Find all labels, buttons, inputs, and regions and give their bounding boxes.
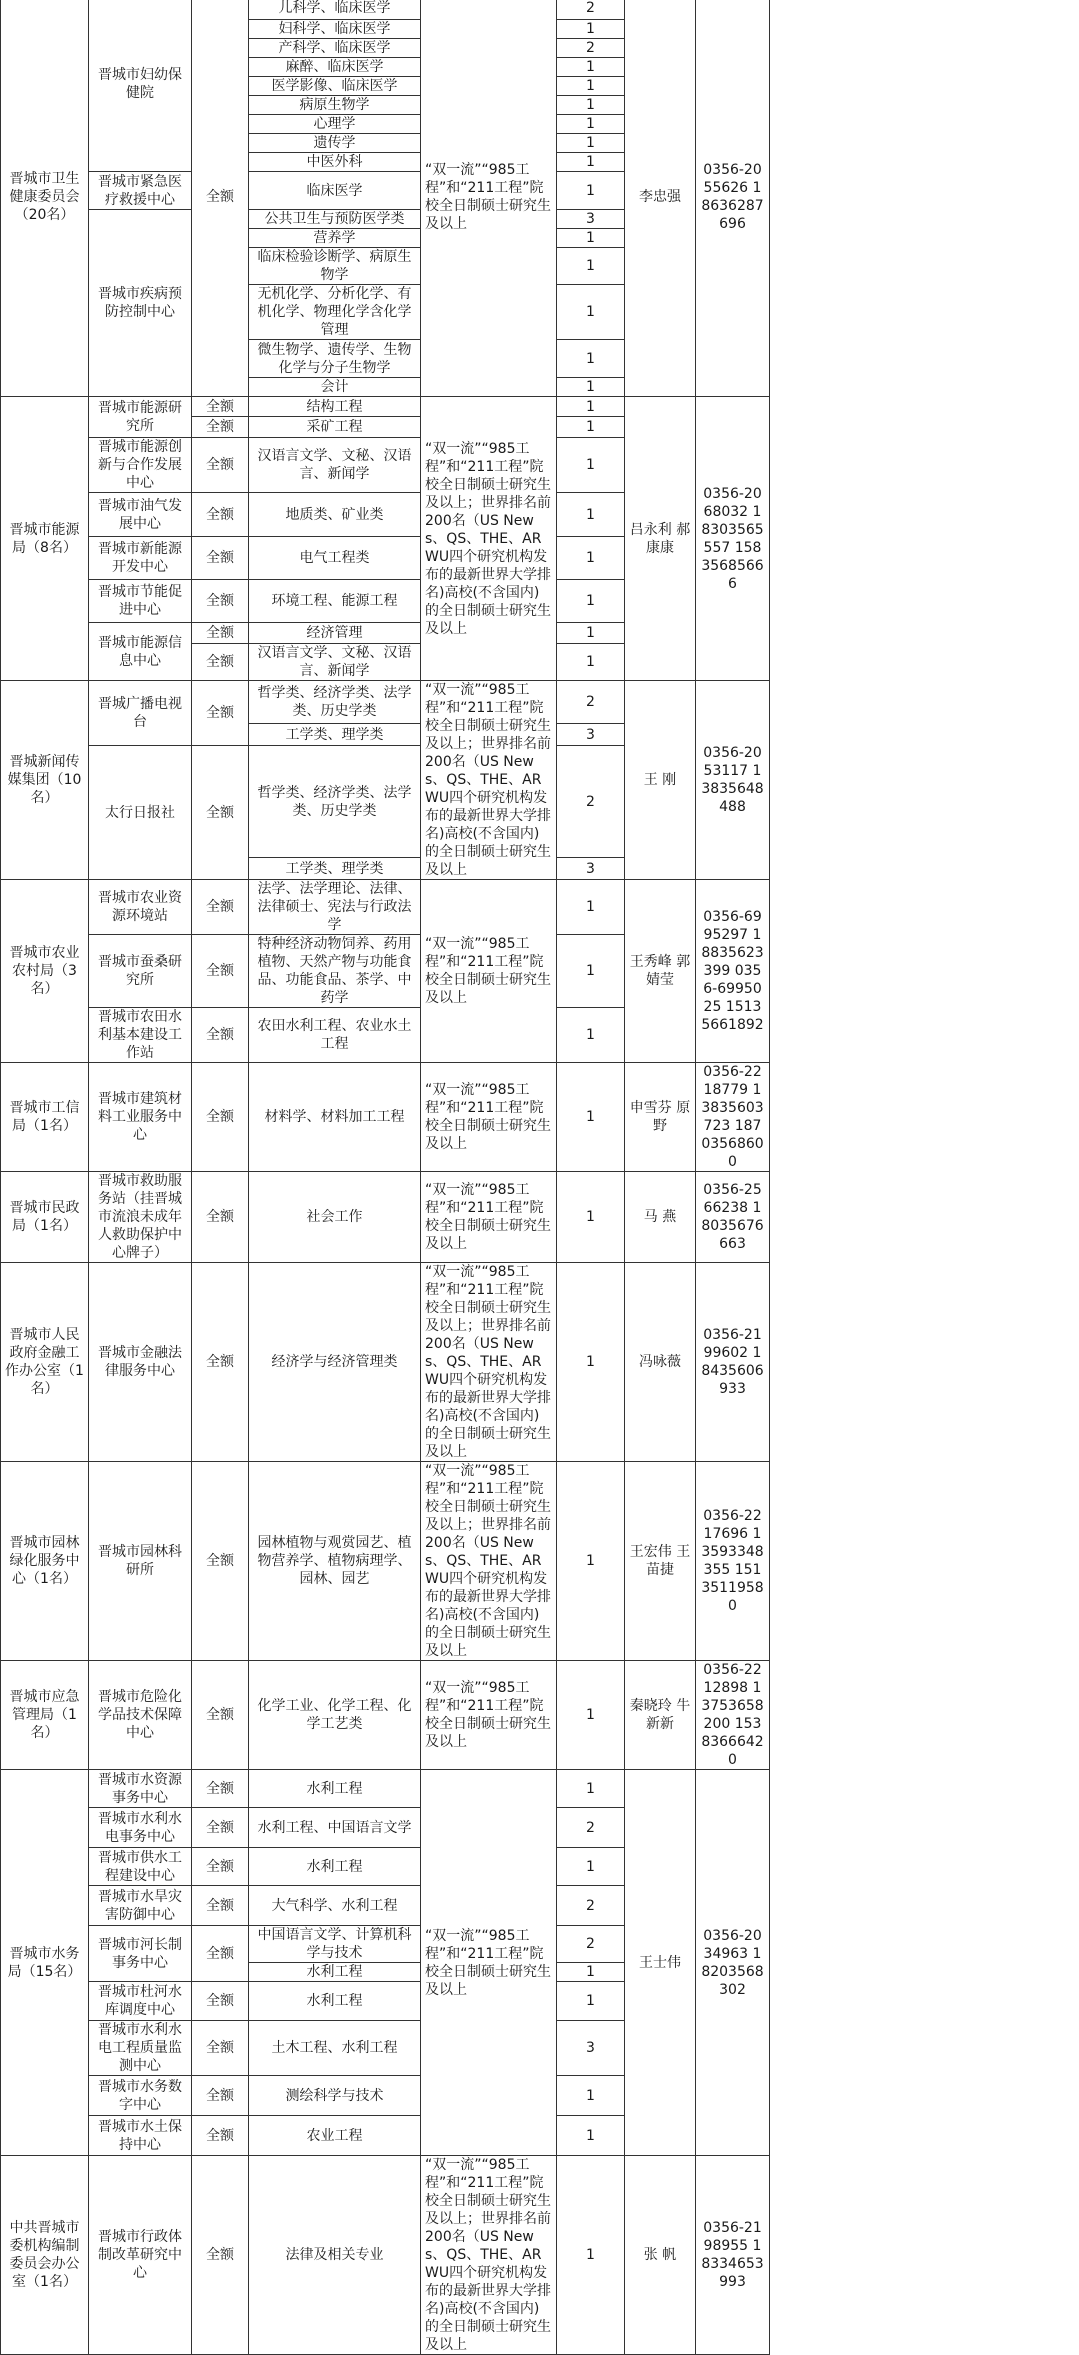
- count-cell: 1: [557, 153, 625, 172]
- count-cell: 3: [557, 858, 625, 880]
- unit-cell: 晋城市能源创新与合作发展中心: [89, 438, 192, 493]
- major-cell: 哲学类、经济学类、法学类、历史学类: [249, 746, 421, 858]
- positions-table-body: [1, 0, 770, 2355]
- table-row: [1, 2156, 770, 2355]
- count-cell: 1: [557, 1848, 625, 1886]
- count-cell: 2: [557, 1886, 625, 1926]
- major-cell: 农业工程: [249, 2116, 421, 2156]
- requirement-cell: “双一流”“985工程”和“211工程”院校全日制硕士研究生及以上: [421, 1172, 557, 1263]
- major-cell: 遗传学: [249, 134, 421, 153]
- major-cell: 结构工程: [249, 397, 421, 417]
- unit-cell: 晋城市农田水利基本建设工作站: [89, 1008, 192, 1063]
- phone-cell: 0356-2566238 18035676663: [696, 1172, 770, 1263]
- funding-type-cell: 全额: [192, 2076, 249, 2116]
- major-cell: 环境工程、能源工程: [249, 580, 421, 623]
- count-cell: 1: [557, 115, 625, 134]
- count-cell: 3: [557, 2021, 625, 2076]
- funding-type-cell: 全额: [192, 417, 249, 438]
- unit-cell: 晋城市油气发展中心: [89, 493, 192, 537]
- bureau-cell: 晋城市应急管理局（1名）: [1, 1661, 89, 1770]
- major-cell: 化学工业、化学工程、化学工艺类: [249, 1661, 421, 1770]
- major-cell: 水利工程: [249, 1770, 421, 1808]
- count-cell: 1: [557, 1063, 625, 1172]
- count-cell: 3: [557, 210, 625, 229]
- requirement-cell: “双一流”“985工程”和“211工程”院校全日制硕士研究生及以上；世界排名前200名（US News、QS、THE、ARWU四个研究机构发布的最新世界大学排名)高校(不含国内)的全日制硕士研究生及以上: [421, 397, 557, 681]
- funding-type-cell: 全额: [192, 1462, 249, 1661]
- table-row: [1, 397, 770, 417]
- major-cell: 经济学与经济管理类: [249, 1263, 421, 1462]
- funding-type-cell: 全额: [192, 746, 249, 880]
- count-cell: 1: [557, 2076, 625, 2116]
- unit-cell: 晋城广播电视台: [89, 681, 192, 746]
- bureau-cell: 晋城新闻传媒集团（10名）: [1, 681, 89, 880]
- count-cell: 1: [557, 248, 625, 285]
- phone-cell: 0356-2055626 18636287696: [696, 0, 770, 397]
- major-cell: 园林植物与观赏园艺、植物营养学、植物病理学、园林、园艺: [249, 1462, 421, 1661]
- count-cell: 1: [557, 20, 625, 39]
- major-cell: 微生物学、遗传学、生物化学与分子生物学: [249, 340, 421, 378]
- count-cell: 1: [557, 935, 625, 1008]
- major-cell: 工学类、理学类: [249, 858, 421, 880]
- unit-cell: 晋城市水土保持中心: [89, 2116, 192, 2156]
- major-cell: 心理学: [249, 115, 421, 134]
- major-cell: 大气科学、水利工程: [249, 1886, 421, 1926]
- major-cell: 工学类、理学类: [249, 724, 421, 746]
- funding-type-cell: 全额: [192, 1848, 249, 1886]
- major-cell: 地质类、矿业类: [249, 493, 421, 537]
- unit-cell: 晋城市杜河水库调度中心: [89, 1982, 192, 2021]
- bureau-cell: 中共晋城市委机构编制委员会办公室（1名）: [1, 2156, 89, 2355]
- count-cell: 1: [557, 285, 625, 340]
- contact-cell: 王 刚: [625, 681, 696, 880]
- count-cell: 1: [557, 1661, 625, 1770]
- count-cell: 2: [557, 746, 625, 858]
- table-row: [1, 0, 770, 20]
- count-cell: 1: [557, 378, 625, 397]
- funding-type-cell: 全额: [192, 580, 249, 623]
- unit-cell: 晋城市新能源开发中心: [89, 537, 192, 580]
- count-cell: 2: [557, 1926, 625, 1963]
- count-cell: 1: [557, 1008, 625, 1063]
- major-cell: 妇科学、临床医学: [249, 20, 421, 39]
- major-cell: 社会工作: [249, 1172, 421, 1263]
- phone-cell: 0356-2218779 13835603723 18703568600: [696, 1063, 770, 1172]
- contact-cell: 吕永利 郝康康: [625, 397, 696, 681]
- major-cell: 土木工程、水利工程: [249, 2021, 421, 2076]
- major-cell: 麻醉、临床医学: [249, 58, 421, 77]
- table-row: [1, 1462, 770, 1661]
- major-cell: 临床医学: [249, 172, 421, 210]
- unit-cell: 晋城市疾病预防控制中心: [89, 210, 192, 397]
- major-cell: 儿科学、临床医学: [249, 0, 421, 20]
- table-row: [1, 681, 770, 724]
- unit-cell: 晋城市金融法律服务中心: [89, 1263, 192, 1462]
- bureau-cell: 晋城市人民政府金融工作办公室（1名）: [1, 1263, 89, 1462]
- major-cell: 水利工程: [249, 1982, 421, 2021]
- funding-type-cell: 全额: [192, 935, 249, 1008]
- phone-cell: 0356-2053117 13835648488: [696, 681, 770, 880]
- contact-cell: 李忠强: [625, 0, 696, 397]
- count-cell: 1: [557, 397, 625, 417]
- funding-type-cell: 全额: [192, 2021, 249, 2076]
- major-cell: 无机化学、分析化学、有机化学、物理化学含化学管理: [249, 285, 421, 340]
- funding-type-cell: 全额: [192, 2156, 249, 2355]
- count-cell: 1: [557, 623, 625, 644]
- major-cell: 经济管理: [249, 623, 421, 644]
- requirement-cell: “双一流”“985工程”和“211工程”院校全日制硕士研究生及以上: [421, 1661, 557, 1770]
- major-cell: 测绘科学与技术: [249, 2076, 421, 2116]
- count-cell: 2: [557, 0, 625, 20]
- major-cell: 水利工程、中国语言文学: [249, 1808, 421, 1848]
- funding-type-cell: 全额: [192, 1886, 249, 1926]
- count-cell: 1: [557, 172, 625, 210]
- phone-cell: 0356-2212898 13753658200 15383666420: [696, 1661, 770, 1770]
- count-cell: 1: [557, 1462, 625, 1661]
- count-cell: 1: [557, 880, 625, 935]
- major-cell: 水利工程: [249, 1963, 421, 1982]
- major-cell: 法律及相关专业: [249, 2156, 421, 2355]
- major-cell: 营养学: [249, 229, 421, 248]
- major-cell: 会计: [249, 378, 421, 397]
- funding-type-cell: 全额: [192, 1770, 249, 1808]
- count-cell: 2: [557, 1808, 625, 1848]
- count-cell: 2: [557, 39, 625, 58]
- count-cell: 1: [557, 2156, 625, 2355]
- count-cell: 1: [557, 1982, 625, 2021]
- unit-cell: 晋城市节能促进中心: [89, 580, 192, 623]
- funding-type-cell: 全额: [192, 1008, 249, 1063]
- count-cell: 1: [557, 1963, 625, 1982]
- contact-cell: 申雪芬 原 野: [625, 1063, 696, 1172]
- unit-cell: 晋城市危险化学品技术保障中心: [89, 1661, 192, 1770]
- count-cell: 1: [557, 134, 625, 153]
- contact-cell: 王士伟: [625, 1770, 696, 2156]
- contact-cell: 张 帆: [625, 2156, 696, 2355]
- unit-cell: 晋城市行政体制改革研究中心: [89, 2156, 192, 2355]
- major-cell: 特种经济动物饲养、药用植物、天然产物与功能食品、功能食品、茶学、中药学: [249, 935, 421, 1008]
- funding-type-cell: 全额: [192, 1172, 249, 1263]
- funding-type-cell: 全额: [192, 623, 249, 644]
- major-cell: 哲学类、经济学类、法学类、历史学类: [249, 681, 421, 724]
- funding-type-cell: 全额: [192, 681, 249, 746]
- count-cell: 1: [557, 644, 625, 681]
- phone-cell: 0356-2217696 13593348355 15135119580: [696, 1462, 770, 1661]
- major-cell: 汉语言文学、文秘、汉语言、新闻学: [249, 438, 421, 493]
- funding-type-cell: 全额: [192, 2116, 249, 2156]
- unit-cell: 晋城市能源信息中心: [89, 623, 192, 681]
- unit-cell: 晋城市水利水电工程质量监测中心: [89, 2021, 192, 2076]
- bureau-cell: 晋城市园林绿化服务中心（1名）: [1, 1462, 89, 1661]
- major-cell: 中医外科: [249, 153, 421, 172]
- phone-cell: 0356-2068032 18303565557 15835685666: [696, 397, 770, 681]
- count-cell: 1: [557, 58, 625, 77]
- phone-cell: 0356-2199602 18435606933: [696, 1263, 770, 1462]
- major-cell: 农田水利工程、农业水土工程: [249, 1008, 421, 1063]
- count-cell: 1: [557, 229, 625, 248]
- table-row: [1, 1770, 770, 1808]
- unit-cell: 晋城市水利水电事务中心: [89, 1808, 192, 1848]
- table-row: [1, 1063, 770, 1172]
- phone-cell: 0356-6995297 18835623399 0356-6995025 15135661892: [696, 880, 770, 1063]
- unit-cell: 晋城市水务数字中心: [89, 2076, 192, 2116]
- unit-cell: 晋城市救助服务站（挂晋城市流浪未成年人救助保护中心牌子）: [89, 1172, 192, 1263]
- count-cell: 1: [557, 493, 625, 537]
- count-cell: 1: [557, 438, 625, 493]
- major-cell: 病原生物学: [249, 96, 421, 115]
- unit-cell: 晋城市妇幼保健院: [89, 0, 192, 172]
- requirement-cell: “双一流”“985工程”和“211工程”院校全日制硕士研究生及以上: [421, 880, 557, 1063]
- count-cell: 1: [557, 417, 625, 438]
- major-cell: 公共卫生与预防医学类: [249, 210, 421, 229]
- requirement-cell: “双一流”“985工程”和“211工程”院校全日制硕士研究生及以上: [421, 1063, 557, 1172]
- major-cell: 汉语言文学、文秘、汉语言、新闻学: [249, 644, 421, 681]
- funding-type-cell: 全额: [192, 1063, 249, 1172]
- unit-cell: 晋城市能源研究所: [89, 397, 192, 438]
- funding-type-cell: 全额: [192, 1661, 249, 1770]
- unit-cell: 晋城市河长制事务中心: [89, 1926, 192, 1982]
- contact-cell: 冯咏薇: [625, 1263, 696, 1462]
- table-row: [1, 1172, 770, 1263]
- bureau-cell: 晋城市能源局（8名）: [1, 397, 89, 681]
- unit-cell: 晋城市水旱灾害防御中心: [89, 1886, 192, 1926]
- unit-cell: 晋城市水资源事务中心: [89, 1770, 192, 1808]
- count-cell: 1: [557, 340, 625, 378]
- count-cell: 1: [557, 1172, 625, 1263]
- phone-cell: 0356-2198955 18334653993: [696, 2156, 770, 2355]
- bureau-cell: 晋城市水务局（15名）: [1, 1770, 89, 2156]
- contact-cell: 马 燕: [625, 1172, 696, 1263]
- unit-cell: 太行日报社: [89, 746, 192, 880]
- requirement-cell: “双一流”“985工程”和“211工程”院校全日制硕士研究生及以上；世界排名前200名（US News、QS、THE、ARWU四个研究机构发布的最新世界大学排名)高校(不含国内)的全日制硕士研究生及以上: [421, 1462, 557, 1661]
- count-cell: 2: [557, 681, 625, 724]
- bureau-cell: 晋城市工信局（1名）: [1, 1063, 89, 1172]
- count-cell: 1: [557, 96, 625, 115]
- funding-type-cell: 全额: [192, 1808, 249, 1848]
- major-cell: 材料学、材料加工工程: [249, 1063, 421, 1172]
- major-cell: 临床检验诊断学、病原生物学: [249, 248, 421, 285]
- count-cell: 1: [557, 77, 625, 96]
- funding-type-cell: 全额: [192, 1982, 249, 2021]
- major-cell: 产科学、临床医学: [249, 39, 421, 58]
- funding-type-cell: 全额: [192, 644, 249, 681]
- count-cell: 1: [557, 537, 625, 580]
- major-cell: 电气工程类: [249, 537, 421, 580]
- funding-type-cell: 全额: [192, 880, 249, 935]
- unit-cell: 晋城市紧急医疗救援中心: [89, 172, 192, 210]
- contact-cell: 王秀峰 郭婧莹: [625, 880, 696, 1063]
- bureau-cell: 晋城市民政局（1名）: [1, 1172, 89, 1263]
- table-row: [1, 880, 770, 935]
- bureau-cell: 晋城市卫生健康委员会（20名）: [1, 0, 89, 397]
- funding-type-cell: 全额: [192, 397, 249, 417]
- major-cell: 水利工程: [249, 1848, 421, 1886]
- major-cell: 法学、法学理论、法律、法律硕士、宪法与行政法学: [249, 880, 421, 935]
- funding-type-cell: 全额: [192, 0, 249, 397]
- unit-cell: 晋城市供水工程建设中心: [89, 1848, 192, 1886]
- contact-cell: 王宏伟 王苗捷: [625, 1462, 696, 1661]
- major-cell: 采矿工程: [249, 417, 421, 438]
- unit-cell: 晋城市建筑材料工业服务中心: [89, 1063, 192, 1172]
- count-cell: 1: [557, 1263, 625, 1462]
- contact-cell: 秦晓玲 牛新新: [625, 1661, 696, 1770]
- count-cell: 1: [557, 580, 625, 623]
- unit-cell: 晋城市农业资源环境站: [89, 880, 192, 935]
- table-row: [1, 1661, 770, 1770]
- count-cell: 3: [557, 724, 625, 746]
- count-cell: 1: [557, 2116, 625, 2156]
- major-cell: 中国语言文学、计算机科学与技术: [249, 1926, 421, 1963]
- funding-type-cell: 全额: [192, 1263, 249, 1462]
- unit-cell: 晋城市蚕桑研究所: [89, 935, 192, 1008]
- funding-type-cell: 全额: [192, 493, 249, 537]
- requirement-cell: “双一流”“985工程”和“211工程”院校全日制硕士研究生及以上；世界排名前200名（US News、QS、THE、ARWU四个研究机构发布的最新世界大学排名)高校(不含国内)的全日制硕士研究生及以上: [421, 1263, 557, 1462]
- requirement-cell: “双一流”“985工程”和“211工程”院校全日制硕士研究生及以上: [421, 1770, 557, 2156]
- bureau-cell: 晋城市农业农村局（3名）: [1, 880, 89, 1063]
- funding-type-cell: 全额: [192, 438, 249, 493]
- phone-cell: 0356-2034963 18203568302: [696, 1770, 770, 2156]
- requirement-cell: “双一流”“985工程”和“211工程”院校全日制硕士研究生及以上；世界排名前200名（US News、QS、THE、ARWU四个研究机构发布的最新世界大学排名)高校(不含国内)的全日制硕士研究生及以上: [421, 681, 557, 880]
- requirement-cell: “双一流”“985工程”和“211工程”院校全日制硕士研究生及以上: [421, 0, 557, 397]
- table-row: [1, 1263, 770, 1462]
- requirement-cell: “双一流”“985工程”和“211工程”院校全日制硕士研究生及以上；世界排名前200名（US News、QS、THE、ARWU四个研究机构发布的最新世界大学排名)高校(不含国内)的全日制硕士研究生及以上: [421, 2156, 557, 2355]
- major-cell: 医学影像、临床医学: [249, 77, 421, 96]
- funding-type-cell: 全额: [192, 1926, 249, 1982]
- count-cell: 1: [557, 1770, 625, 1808]
- funding-type-cell: 全额: [192, 537, 249, 580]
- unit-cell: 晋城市园林科研所: [89, 1462, 192, 1661]
